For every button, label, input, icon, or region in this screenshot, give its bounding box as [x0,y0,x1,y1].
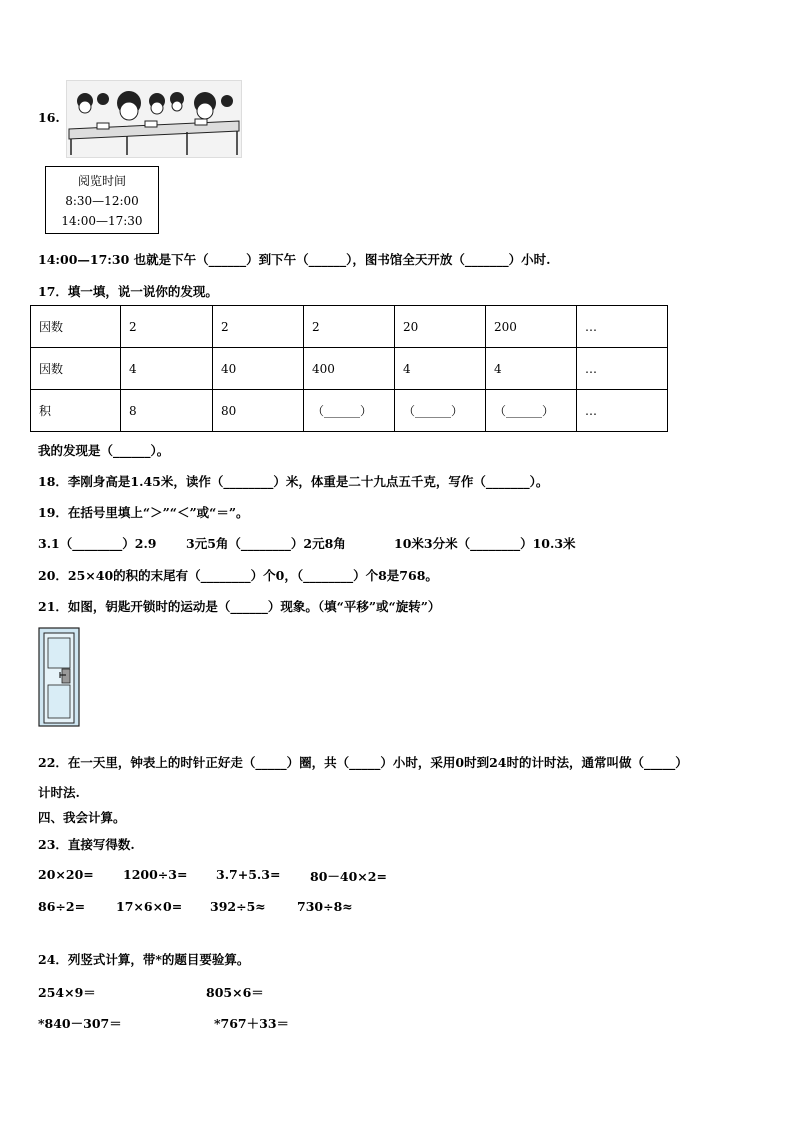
table-row [31,306,668,348]
opening-hours-box [45,166,159,234]
q18-text: 18．李刚身高是1.45米，读作（________）米，体重是二十九点五千克，写作（_______）。 [38,474,549,489]
hours-morning: 8:30—12:00 [65,194,139,208]
table-cell: 积 [31,390,121,432]
q22-line-1: 22．在一天里，钟表上的时针正好走（_____）圈，共（_____）小时，采用0时到24时的计时法，通常叫做（_____） [38,755,688,770]
table-cell: … [577,390,668,432]
table-cell: 8 [121,390,213,432]
hours-afternoon: 14:00—17:30 [61,214,143,228]
q17-title: 17．填一填，说一说你的发现。 [38,284,218,299]
table-cell: （______） [486,390,577,432]
q16-text: 14:00—17:30 也就是下午（______）到下午（______），图书馆全天开放（_______）小时. [38,252,551,267]
table-cell: 4 [395,348,486,390]
table-cell: … [577,348,668,390]
table-cell: 20 [395,306,486,348]
calc-item: 392÷5≈ [210,899,266,914]
table-cell: 2 [213,306,304,348]
table-cell: 因数 [31,306,121,348]
calc-item: 1200÷3= [123,867,188,882]
q20-text: 20．25×40的积的末尾有（________）个0，（________）个8是768。 [38,568,438,583]
table-cell: … [577,306,668,348]
q19-item-2: 3元5角（________）2元8角 [186,536,346,551]
hours-title: 阅览时间 [77,174,126,188]
table-cell: 因数 [31,348,121,390]
q19-item-1: 3.1（________）2.9 [38,536,157,551]
q22-line-2: 计时法. [38,785,80,800]
q17-finding: 我的发现是（______）。 [38,443,170,458]
calc-item: 17×6×0= [116,899,183,914]
calc-item: 730÷8≈ [297,899,353,914]
q24-title: 24．列竖式计算，带*的题目要验算。 [38,952,250,967]
table-cell: （______） [304,390,395,432]
calc-item: 805×6＝ [206,985,264,1000]
calc-item: *767＋33＝ [214,1016,290,1031]
q23-title: 23．直接写得数. [38,837,135,852]
calc-item: *840－307＝ [38,1016,122,1031]
table-cell: 200 [486,306,577,348]
table-cell: 4 [121,348,213,390]
door-with-key-illustration [38,627,80,727]
calc-item: 254×9＝ [38,985,96,1000]
calc-item: 20×20= [38,867,94,882]
q19-title: 19．在括号里填上“＞”“＜”或“＝”。 [38,505,249,520]
students-reading-illustration [66,80,242,158]
question-number: 16. [38,110,60,125]
q21-text: 21．如图，钥匙开锁时的运动是（______）现象。（填“平移”或“旋转”） [38,599,441,614]
table-cell: 2 [121,306,213,348]
table-cell: 40 [213,348,304,390]
table-cell: 80 [213,390,304,432]
table-cell: 4 [486,348,577,390]
table-row [31,390,668,432]
section-heading: 四、我会计算。 [38,810,126,825]
table-cell: （______） [395,390,486,432]
calc-item: 3.7+5.3= [216,867,281,882]
table-cell: 2 [304,306,395,348]
factor-product-table [30,305,668,432]
table-row [31,348,668,390]
calc-item: 80－40×2= [310,869,387,884]
calc-item: 86÷2= [38,899,86,914]
q19-item-3: 10米3分米（________）10.3米 [394,536,576,551]
table-cell: 400 [304,348,395,390]
